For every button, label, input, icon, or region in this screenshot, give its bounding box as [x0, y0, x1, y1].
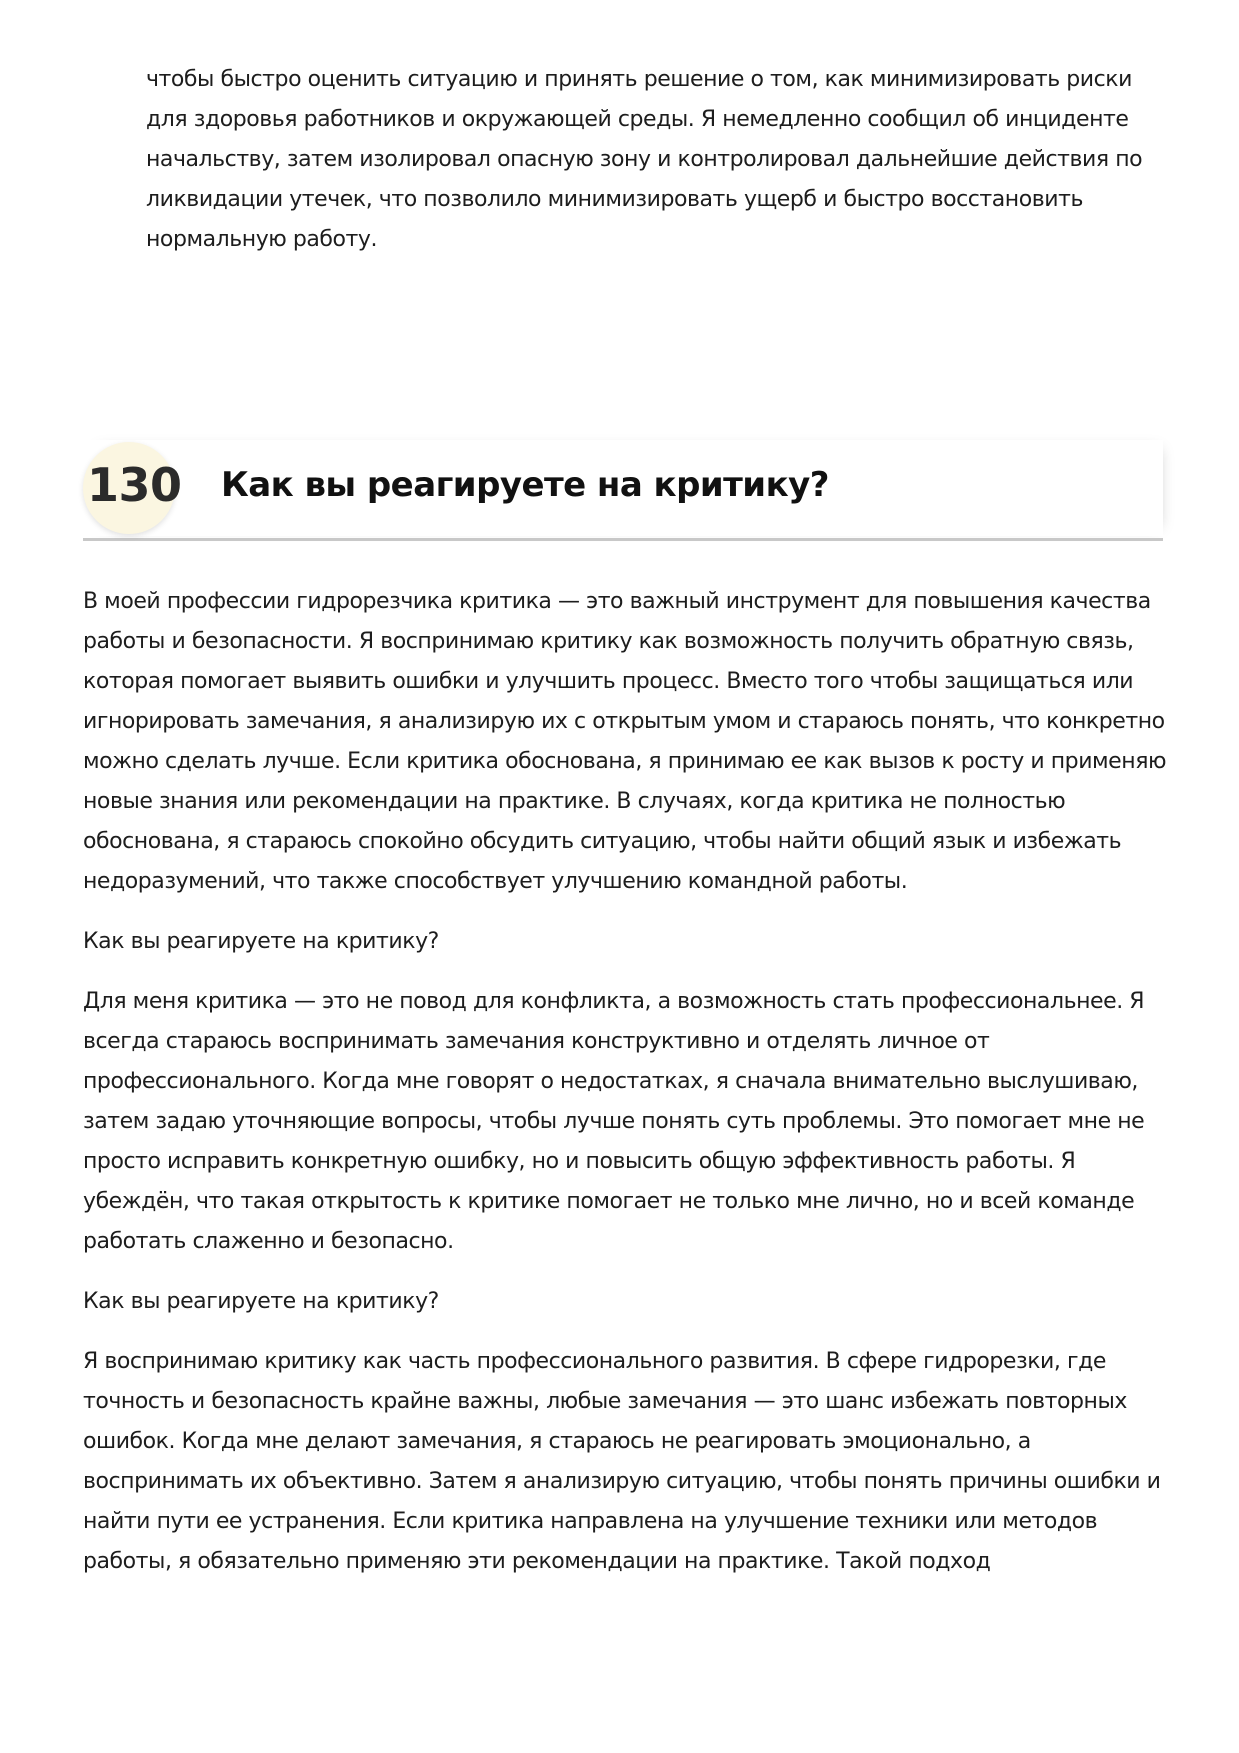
- answer-paragraph-1: В моей профессии гидрорезчика критика — это важный инструмент для повышения качества работы и безопасности. Я воспринимаю критику как возможность получить обратную связь, которая помогает выявить ошибки и улучшить процесс. Вместо того чтобы защищаться или игнорировать замечания, я анализирую их с открытым умом и стараюсь понять, что конкретно можно сделать лучше. Если критика обоснована, я принимаю ее как вызов к росту и применяю новые знания или рекомендации на практике. В случаях, когда критика не полностью обоснована, я стараюсь спокойно обсудить ситуацию, чтобы найти общий язык и избежать недоразумений, что также способствует улучшению командной работы.: [83, 589, 1167, 894]
- intro-paragraph: чтобы быстро оценить ситуацию и принять решение о том, как минимизировать риски для здоровья работников и окружающей среды. Я немедленно сообщил об инциденте начальству, затем изолировал опасную зону и контролировал дальнейшие действия по ликвидации утечек, что позволило минимизировать ущерб и быстро восстановить нормальную работу.: [146, 67, 1143, 252]
- question-title: Как вы реагируете на критику?: [221, 465, 829, 505]
- question-number: 130: [87, 458, 182, 512]
- question-header: [83, 440, 1163, 540]
- repeat-question-1: Как вы реагируете на критику?: [83, 929, 439, 954]
- answer-paragraph-2: Для меня критика — это не повод для конфликта, а возможность стать профессиональнее. Я всегда стараюсь воспринимать замечания конструктивно и отделять личное от профессионального. Когда мне говорят о недостатках, я сначала внимательно выслушиваю, затем задаю уточняющие вопросы, чтобы лучше понять суть проблемы. Это помогает мне не просто исправить конкретную ошибку, но и повысить общую эффективность работы. Я убеждён, что такая открытость к критике помогает не только мне лично, но и всей команде работать слаженно и безопасно.: [83, 989, 1145, 1254]
- repeat-question-2: Как вы реагируете на критику?: [83, 1289, 439, 1314]
- header-divider: [83, 538, 1163, 541]
- answers-section: [83, 582, 1173, 1602]
- answer-paragraph-3: Я воспринимаю критику как часть профессионального развития. В сфере гидрорезки, где точность и безопасность крайне важны, любые замечания — это шанс избежать повторных ошибок. Когда мне делают замечания, я стараюсь не реагировать эмоционально, а воспринимать их объективно. Затем я анализирую ситуацию, чтобы понять причины ошибки и найти пути ее устранения. Если критика направлена на улучшение техники или методов работы, я обязательно применяю эти рекомендации на практике. Такой подход: [83, 1349, 1161, 1574]
